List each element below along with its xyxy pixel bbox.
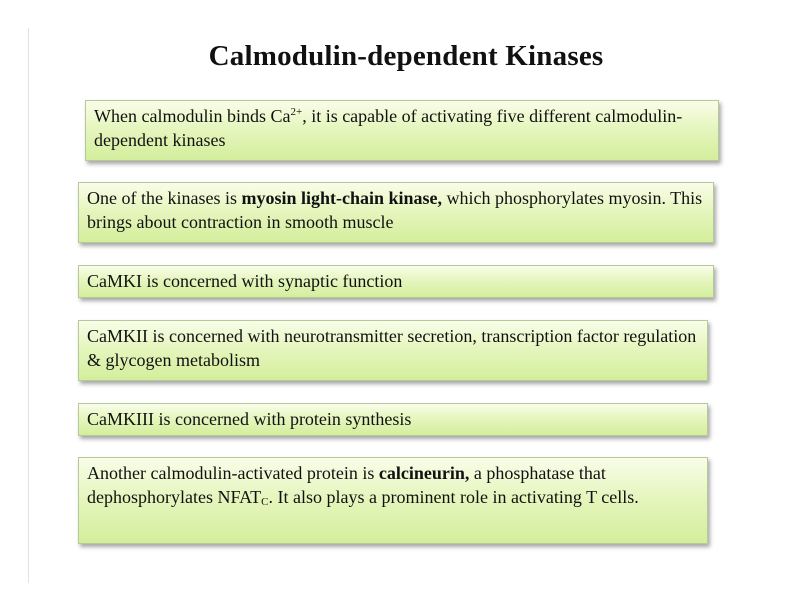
box2-text-start: One of the kinases is (87, 188, 242, 208)
box6-text-middle: a phosphatase that dephosphorylates NFAT (87, 463, 606, 507)
slide-title: Calmodulin-dependent Kinases (208, 40, 604, 72)
box3-text: CaMKI is concerned with synaptic function (87, 271, 403, 291)
calcineurin-note (78, 457, 708, 544)
box6-text-start: Another calmodulin-activated protein is (87, 463, 379, 483)
camkii-note (78, 320, 708, 381)
box2-text-end: which phosphorylates myosin. This brings about contraction in smooth muscle (87, 188, 703, 232)
box5-text: CaMKIII is concerned with protein synthesis (87, 409, 412, 429)
box1-text-end: , it is capable of activating five different calmodulin-dependent kinases (94, 106, 683, 150)
camkiii-note (78, 403, 708, 436)
slide-left-border (28, 28, 29, 583)
myosin-kinase-note (78, 182, 714, 243)
calcineurin-term: calcineurin, (378, 463, 470, 483)
calcium-charge-superscript: 2+ (290, 106, 303, 118)
box4-text: CaMKII is concerned with neurotransmitter secretion, transcription factor regulation & glycogen metabolism (87, 326, 697, 370)
camki-note (78, 265, 714, 298)
calmodulin-binding-note (85, 100, 719, 161)
nfat-subscript: C (261, 496, 269, 508)
box6-text-end: . It also plays a prominent role in activating T cells. (268, 487, 639, 507)
myosin-kinase-term: myosin light-chain kinase, (241, 188, 443, 208)
box1-text-start: When calmodulin binds Ca (94, 106, 291, 126)
